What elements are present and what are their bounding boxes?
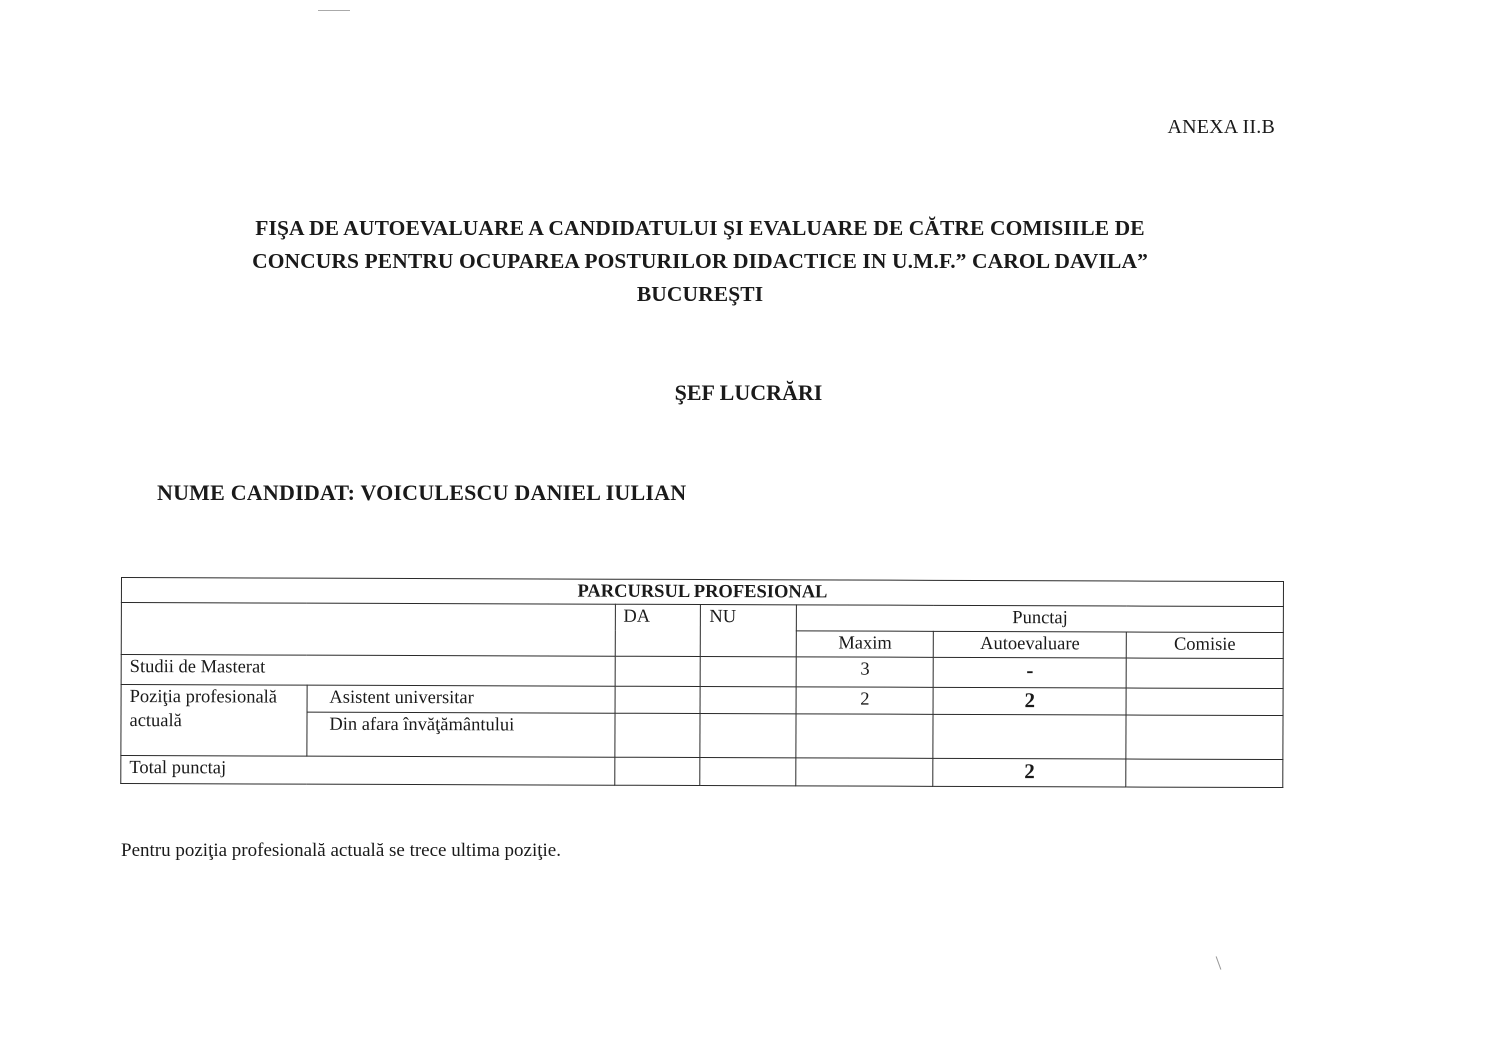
table-row bbox=[121, 655, 1283, 689]
row-label-asistent: Asistent universitar bbox=[307, 685, 615, 713]
afara-autoevaluare bbox=[933, 714, 1126, 759]
asistent-maxim: 2 bbox=[796, 687, 933, 714]
masterat-da bbox=[615, 656, 701, 686]
masterat-comisie bbox=[1126, 658, 1283, 689]
masterat-autoevaluare: - bbox=[933, 657, 1126, 688]
asistent-autoevaluare: 2 bbox=[933, 687, 1126, 715]
header-maxim: Maxim bbox=[797, 631, 934, 657]
header-comisie: Comisie bbox=[1126, 632, 1283, 659]
header-autoevaluare: Autoevaluare bbox=[933, 631, 1126, 658]
row-label-masterat: Studii de Masterat bbox=[121, 655, 615, 687]
asistent-comisie bbox=[1126, 688, 1283, 716]
row-label-pozitia: Poziţia profesională actuală bbox=[121, 685, 307, 757]
afara-nu bbox=[700, 714, 796, 758]
header-nu: NU bbox=[701, 605, 797, 657]
total-da bbox=[614, 757, 700, 785]
evaluation-table bbox=[120, 577, 1284, 788]
scan-artifact-mark bbox=[1216, 956, 1222, 969]
row-label-afara: Din afara învăţământului bbox=[307, 712, 615, 757]
header-punctaj: Punctaj bbox=[797, 605, 1284, 633]
title-line-3: BUCUREŞTI bbox=[636, 282, 764, 306]
header-empty-cell bbox=[121, 603, 615, 657]
afara-comisie bbox=[1126, 715, 1283, 760]
afara-da bbox=[614, 713, 700, 757]
table-row bbox=[121, 685, 1283, 716]
row-label-total: Total punctaj bbox=[121, 756, 615, 786]
title-line-1: FIŞA DE AUTOEVALUARE A CANDIDATULUI ŞI EVALUARE DE CĂTRE COMISIILE DE bbox=[255, 216, 1145, 240]
afara-maxim bbox=[796, 714, 933, 758]
total-autoevaluare: 2 bbox=[933, 758, 1126, 787]
total-maxim bbox=[796, 758, 933, 786]
table-header-row bbox=[121, 603, 1283, 633]
masterat-maxim: 3 bbox=[797, 657, 934, 687]
asistent-da bbox=[615, 686, 701, 713]
footnote: Pentru poziţia profesională actuală se trece ultima poziţie. bbox=[121, 840, 561, 861]
asistent-nu bbox=[701, 687, 797, 714]
section-title: PARCURSUL PROFESIONAL bbox=[121, 578, 1283, 607]
header-da: DA bbox=[615, 604, 701, 656]
post-title: ŞEF LUCRĂRI bbox=[674, 380, 823, 405]
title-line-2: CONCURS PENTRU OCUPAREA POSTURILOR DIDACTICE IN U.M.F.” CAROL DAVILA” bbox=[252, 249, 1148, 273]
table-row bbox=[121, 756, 1283, 788]
masterat-nu bbox=[701, 657, 797, 687]
total-nu bbox=[700, 758, 796, 786]
candidate-name: NUME CANDIDAT: VOICULESCU DANIEL IULIAN bbox=[157, 480, 687, 505]
scan-artifact-mark bbox=[318, 10, 350, 11]
document-title bbox=[130, 212, 1270, 311]
total-comisie bbox=[1126, 759, 1283, 788]
annex-label: ANEXA II.B bbox=[1167, 116, 1275, 138]
